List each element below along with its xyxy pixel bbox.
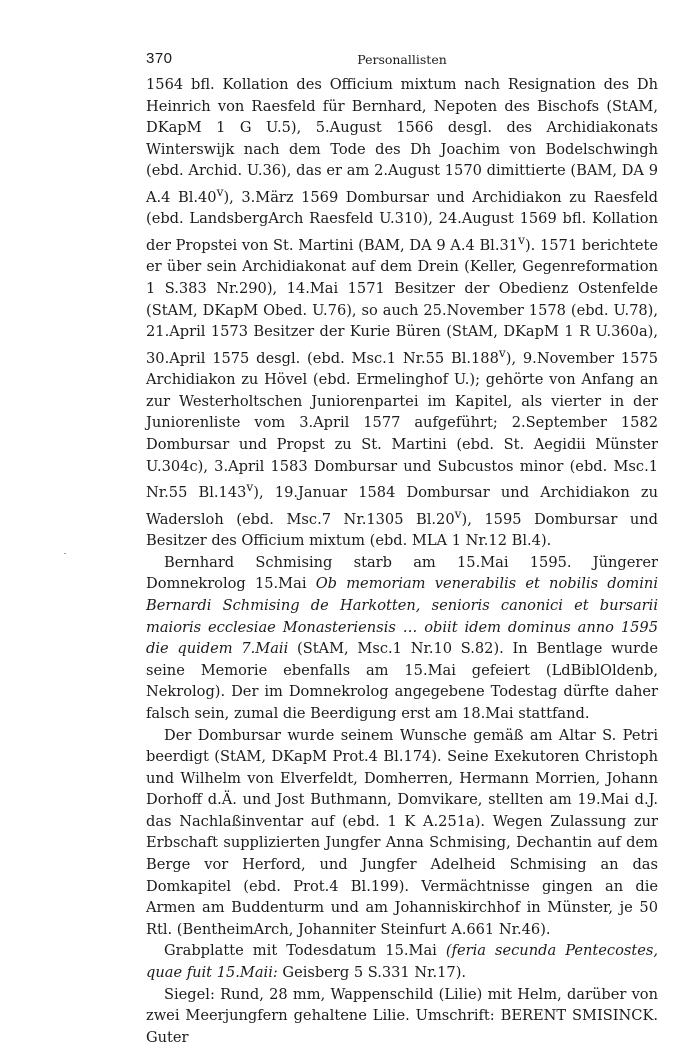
paragraph: Bernhard Schmising starb am 15.Mai 1595. Jüngerer Domnekrolog 15.Mai Ob memoriam venerabilis et nobilis domini Bernardi Schmising de Harkotten, senioris canonici et bursarii maioris ecclesiae Monasteriensis … obiit idem dominus anno 1595 die quidem 7.Maii (StAM, Msc.1 Nr.10 S.82). In Bentlage wurde seine Memorie ebenfalls am 15.Mai gefeiert (LdBiblOldenb, Nekrolog). Der im Domnekrolog angegebene Todestag dürfte daher falsch sein, zumal die Beerdigung erst am 18.Mai stattfand. xyxy=(146,553,658,722)
document-page xyxy=(146,50,658,1048)
page-header xyxy=(146,50,658,74)
body-text xyxy=(146,74,658,1048)
paragraph: 1564 bfl. Kollation des Officium mixtum nach Resignation des Dh Heinrich von Raesfeld für Bernhard, Nepoten des Bischofs (StAM, DKapM 1 G U.5), 5.August 1566 desgl. des Archidiakonats Winterswijk nach dem Tode des Dh Joachim von Bodelschwingh (ebd. Archid. U.36), das er am 2.August 1570 dimittierte (BAM, DA 9 A.4 Bl.40$^v$), 3.März 1569 Dombursar und Archidiakon zu Raesfeld (ebd. LandsbergArch Raesfeld U.310), 24.August 1569 bfl. Kollation der Propstei von St. Martini (BAM, DA 9 A.4 Bl.31$^v$). 1571 berichtete er über sein Archidiakonat auf dem Drein (Keller, Gegenreformation 1 S.383 Nr.290), 14.Mai 1571 Besitzer der Obedienz Ostenfelde (StAM, DKapM Obed. U.76), so auch 25.November 1578 (ebd. U.78), 21.April 1573 Besitzer der Kurie Büren (StAM, DKapM 1 R U.360a), 30.April 1575 desgl. (ebd. Msc.1 Nr.55 Bl.188$^v$), 9.November 1575 Archidiakon zu Hövel (ebd. Ermelinghof U.); gehörte von Anfang an zur Westerholtschen Juniorenpartei im Kapitel, als vierter in der Juniorenliste vom 3.April 1577 aufgeführt; 2.September 1582 Dombursar und Propst zu St. Martini (ebd. St. Aegidii Münster U.304c), 3.April 1583 Dombursar und Subcustos minor (ebd. Msc.1 Nr.55 Bl.143$^v$), 19.Januar 1584 Dombursar und Archidiakon zu Wadersloh (ebd. Msc.7 Nr.1305 Bl.20$^v$), 1595 Dombursar und Besitzer des Officium mixtum (ebd. MLA 1 Nr.12 Bl.4). xyxy=(146,76,658,550)
margin-mark xyxy=(64,553,66,554)
paragraph: Grabplatte mit Todesdatum 15.Mai (feria secunda Pentecostes, quae fuit 15.Maii: Geisberg 5 S.331 Nr.17). xyxy=(146,942,658,982)
paragraph: Der Dombursar wurde seinem Wunsche gemäß am Altar S. Petri beerdigt (StAM, DKapM Prot.4 Bl.174). Seine Exekutoren Christoph und Wilhelm von Elverfeldt, Domherren, Hermann Morrien, Johann Dorhoff d.Ä. und Jost Buthmann, Domvikare, stellten am 19.Mai d.J. das Nachlaßinventar auf (ebd. 1 K A.251a). Wegen Zulassung zur Erbschaft supplizierten Jungfer Anna Schmising, Dechantin auf dem Berge vor Herford, und Jungfer Adelheid Schmising an das Domkapitel (ebd. Prot.4 Bl.199). Vermächtnisse gingen an die Armen am Buddenturm und am Johanniskirchhof in Münster, je 50 Rtl. (BentheimArch, Johanniter Steinfurt A.661 Nr.46). xyxy=(146,726,658,938)
paragraph: Siegel: Rund, 28 mm, Wappenschild (Lilie) mit Helm, darüber von zwei Meerjungfern gehaltene Lilie. Umschrift: BERENT SMISINCK. Guter xyxy=(146,985,658,1046)
page-number: 370 xyxy=(146,50,173,67)
running-head: Personallisten xyxy=(357,52,447,67)
